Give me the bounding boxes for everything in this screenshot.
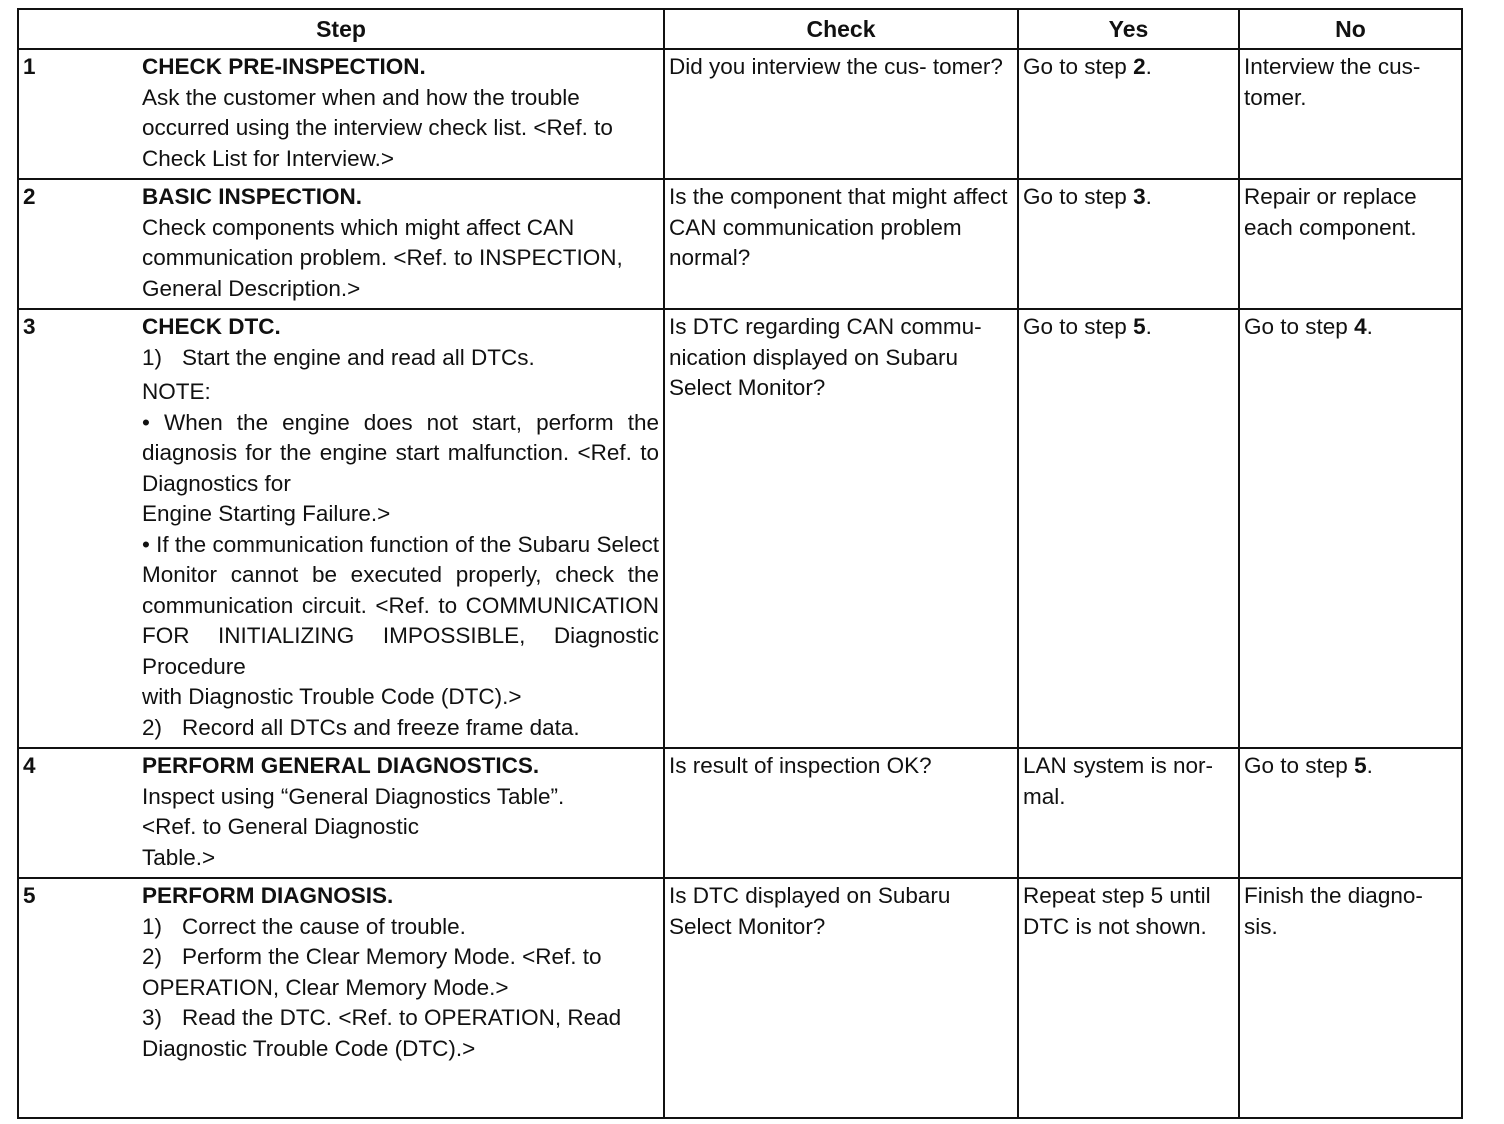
- step-number: 3: [23, 314, 36, 339]
- yes-suffix: .: [1145, 314, 1152, 339]
- check-cell: Did you interview the cus- tomer?: [664, 49, 1018, 179]
- no-text: Go to step: [1244, 314, 1355, 339]
- yes-suffix: .: [1145, 54, 1152, 79]
- note-bullet-cont: Engine Starting Failure.>: [142, 501, 391, 526]
- sub-step-number: 3): [142, 1005, 163, 1030]
- step-title: CHECK DTC.: [142, 314, 281, 339]
- step-cell: [18, 309, 664, 748]
- step-number: 5: [23, 883, 36, 908]
- yes-step-number: 3: [1133, 184, 1146, 209]
- sub-step-text: Start the engine and read all DTCs.: [182, 344, 535, 370]
- check-cell: Is result of inspection OK?: [664, 748, 1018, 878]
- check-cell: Is DTC displayed on Subaru Select Monitor?: [664, 878, 1018, 1118]
- sub-step-text: Correct the cause of trouble.: [182, 913, 466, 939]
- no-cell: Repair or replace each component.: [1239, 179, 1462, 309]
- yes-cell: LAN system is nor- mal.: [1018, 748, 1239, 878]
- no-step-number: 4: [1354, 314, 1367, 339]
- step-number: 4: [23, 753, 36, 778]
- table-row: [18, 878, 1462, 1118]
- yes-text: Go to step: [1023, 314, 1134, 339]
- no-text: Go to step: [1244, 753, 1355, 778]
- yes-cell: Repeat step 5 until DTC is not shown.: [1018, 878, 1239, 1118]
- step-title: CHECK PRE-INSPECTION.: [142, 54, 426, 79]
- yes-text: Go to step: [1023, 184, 1134, 209]
- table-row: [18, 309, 1462, 748]
- header-check: Check: [664, 9, 1018, 49]
- yes-cell: [1018, 309, 1239, 748]
- yes-suffix: .: [1145, 184, 1152, 209]
- step-text: <Ref. to General Diagnostic: [142, 814, 420, 839]
- sub-step: [142, 713, 659, 744]
- step-title: PERFORM GENERAL DIAGNOSTICS.: [142, 753, 540, 778]
- step-number: 2: [23, 184, 36, 209]
- yes-cell: [1018, 179, 1239, 309]
- diagnostic-table: [17, 8, 1463, 1119]
- step-text: Ask the customer when and how the trouble occurred using the interview check list. <Ref. to Check List for Interview.>: [142, 84, 613, 171]
- no-cell: Finish the diagno- sis.: [1239, 878, 1462, 1118]
- step-text: Inspect using “General Diagnostics Table”.: [142, 783, 565, 809]
- table-row: [18, 179, 1462, 309]
- note-bullet: • When the engine does not start, perform the diagnosis for the engine start malfunction. <Ref. to Diagnostics for: [142, 409, 659, 496]
- sub-step-number: 1): [142, 344, 163, 370]
- step-title: BASIC INSPECTION.: [142, 184, 363, 209]
- yes-step-number: 2: [1133, 54, 1146, 79]
- sub-step-number: 2): [142, 944, 163, 969]
- sub-step-text: Perform the Clear Memory Mode. <Ref. to OPERATION, Clear Memory Mode.>: [142, 944, 602, 1000]
- sub-step-text: Record all DTCs and freeze frame data.: [182, 714, 580, 740]
- no-cell: [1239, 309, 1462, 748]
- note-bullet: • If the communication function of the Subaru Select Monitor cannot be executed properly, check the communication circuit. <Ref. to COMMUNICATION FOR INITIALIZING IMPOSSIBLE, Diagnostic Procedure: [142, 531, 659, 679]
- step-text: Table.>: [142, 844, 216, 870]
- step-cell: [18, 179, 664, 309]
- sub-step-number: 2): [142, 714, 163, 740]
- header-step: Step: [18, 9, 664, 49]
- step-cell: [18, 748, 664, 878]
- yes-step-number: 5: [1133, 314, 1146, 339]
- sub-step-text: Read the DTC. <Ref. to OPERATION, Read Diagnostic Trouble Code (DTC).>: [142, 1005, 622, 1061]
- table-row: [18, 49, 1462, 179]
- sub-step: [142, 343, 659, 374]
- sub-step: [142, 912, 659, 943]
- step-text: Check components which might affect CAN communication problem. <Ref. to INSPECTION, General Description.>: [142, 214, 623, 301]
- check-cell: Is DTC regarding CAN commu- nication displayed on Subaru Select Monitor?: [664, 309, 1018, 748]
- no-step-number: 5: [1354, 753, 1367, 778]
- no-suffix: .: [1366, 314, 1373, 339]
- sub-step: [142, 1003, 659, 1064]
- header-no: No: [1239, 9, 1462, 49]
- no-suffix: .: [1366, 753, 1373, 778]
- step-number: 1: [23, 54, 36, 79]
- header-row: [18, 9, 1462, 49]
- step-title: PERFORM DIAGNOSIS.: [142, 883, 394, 908]
- header-yes: Yes: [1018, 9, 1239, 49]
- sub-step: [142, 942, 659, 1003]
- yes-text: Go to step: [1023, 54, 1134, 79]
- no-cell: Interview the cus- tomer.: [1239, 49, 1462, 179]
- step-cell: [18, 49, 664, 179]
- no-cell: [1239, 748, 1462, 878]
- table-row: [18, 748, 1462, 878]
- check-cell: Is the component that might affect CAN communication problem normal?: [664, 179, 1018, 309]
- note-bullet-cont: with Diagnostic Trouble Code (DTC).>: [142, 684, 522, 709]
- step-cell: [18, 878, 664, 1118]
- yes-cell: [1018, 49, 1239, 179]
- note-label: NOTE:: [142, 379, 211, 404]
- sub-step-number: 1): [142, 913, 163, 939]
